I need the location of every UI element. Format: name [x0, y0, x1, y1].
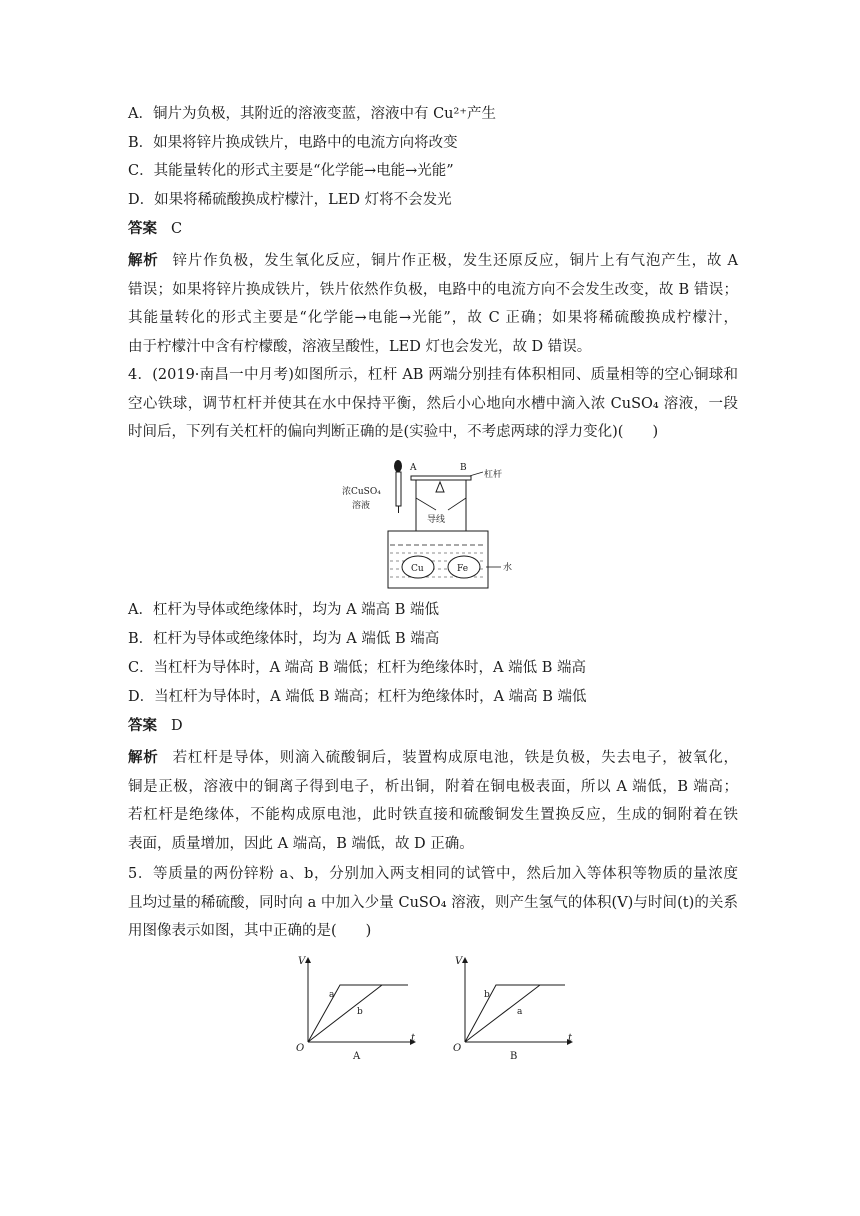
- y-axis-label: V: [298, 956, 306, 967]
- analysis-line: 表面，质量增加，因此 A 端高，B 端低，故 D 正确。: [128, 835, 474, 852]
- stem-line: 且均过量的稀硫酸，同时向 a 中加入少量 CuSO₄ 溶液，则产生氢气的体积(V)与时间(t)的关系: [128, 894, 738, 911]
- stem-line: 5．等质量的两份锌粉 a、b，分别加入两支相同的试管中，然后加入等体积等物质的量浓度: [128, 866, 738, 882]
- q4-option-c: C．当杠杆为导体时，A 端高 B 端低；杠杆为绝缘体时，A 端低 B 端高: [128, 660, 587, 676]
- label-a: A: [410, 463, 417, 473]
- line-shallow: [308, 985, 382, 1042]
- q3-option-d: D．如果将稀硫酸换成柠檬汁，LED 灯将不会发光: [128, 192, 452, 208]
- y-axis-label: V: [455, 956, 463, 967]
- q4-stem: [128, 361, 738, 447]
- q3-option-b: B．如果将锌片换成铁片，电路中的电流方向将改变: [128, 135, 458, 151]
- analysis-line: 解析 锌片作负极，发生氧化反应，铜片作正极，发生还原反应，铜片上有气泡产生，故 A: [128, 252, 739, 269]
- water-label: 水: [503, 563, 513, 573]
- pivot-icon: [436, 482, 444, 492]
- steep-label: b: [484, 990, 490, 1000]
- analysis-line: 其能量转化的形式主要是“化学能→电能→光能”，故 C 正确；如果将稀硫酸换成柠檬汁，: [128, 310, 738, 326]
- lever-label: 杠杆: [484, 470, 503, 480]
- analysis-line: 解析 若杠杆是导体，则滴入硫酸铜后，装置构成原电池，铁是负极，失去电子，被氧化，: [128, 749, 739, 766]
- label-b: B: [460, 463, 467, 473]
- origin-label: O: [296, 1043, 305, 1054]
- q3-answer: [128, 219, 182, 239]
- origin-label: O: [453, 1043, 462, 1054]
- q4-option-a: A．杠杆为导体或绝缘体时，均为 A 端高 B 端低: [128, 602, 440, 618]
- x-axis-label: t: [411, 1033, 416, 1044]
- answer-label: 答案: [128, 717, 157, 734]
- lever-bar: [411, 476, 471, 480]
- stem-line: 时间后，下列有关杠杆的偏向判断正确的是(实验中，不考虑两球的浮力变化)( ): [128, 424, 659, 440]
- wire-label: 导线: [427, 515, 446, 525]
- dropper-label-1: 浓CuSO₄: [342, 487, 381, 497]
- graph-a: [290, 950, 420, 1065]
- graph-b: [450, 950, 580, 1065]
- analysis-line: 铜是正极，溶液中的铜离子得到电子，析出铜，附着在铜电极表面，所以 A 端低，B 端高；: [128, 778, 738, 795]
- q4-analysis: [128, 744, 738, 858]
- steep-label: a: [329, 990, 335, 1000]
- analysis-line: 由于柠檬汁中含有柠檬酸，溶液呈酸性，LED 灯也会发光，故 D 错误。: [128, 338, 592, 355]
- shallow-label: a: [517, 1007, 523, 1017]
- analysis-label: 解析: [128, 252, 159, 269]
- dropper-label-2: 溶液: [352, 501, 371, 511]
- line-shallow: [465, 985, 540, 1042]
- lever-apparatus-figure: [330, 455, 530, 595]
- q4-option-b: B．杠杆为导体或绝缘体时，均为 A 端低 B 端高: [128, 631, 440, 647]
- graph-caption: A: [353, 1051, 361, 1062]
- analysis-line: 若杠杆是绝缘体，不能构成原电池，此时铁直接和硫酸铜发生置换反应，生成的铜附着在铁: [128, 807, 738, 823]
- q4-answer: [128, 716, 183, 736]
- dropper-icon: [394, 460, 402, 513]
- answer-label: 答案: [128, 220, 157, 237]
- analysis-line: 错误；如果将锌片换成铁片，铁片依然作负极，电路中的电流方向不会发生改变，故 B 错误；: [128, 281, 738, 298]
- analysis-label: 解析: [128, 749, 159, 766]
- stem-line: 用图像表示如图，其中正确的是( ): [128, 923, 372, 939]
- cu-ball-label: Cu: [411, 564, 424, 574]
- q3-option-a: A．铜片为负极，其附近的溶液变蓝，溶液中有 Cu²⁺产生: [128, 106, 496, 122]
- answer-value: D: [171, 718, 183, 734]
- stem-line: 空心铁球，调节杠杆并使其在水中保持平衡，然后小心地向水槽中滴入浓 CuSO₄ 溶液，一段: [128, 395, 738, 412]
- graph-caption: B: [510, 1051, 518, 1062]
- stem-line: 4．(2019·南昌一中月考)如图所示，杠杆 AB 两端分别挂有体积相同、质量相等的空心铜球和: [128, 367, 738, 383]
- line-steep: [465, 985, 565, 1042]
- q3-option-c: C．其能量转化的形式主要是“化学能→电能→光能”: [128, 163, 454, 179]
- q5-stem: [128, 860, 738, 946]
- fe-ball-label: Fe: [457, 564, 469, 574]
- answer-value: C: [171, 221, 183, 237]
- q3-analysis: [128, 247, 738, 361]
- shallow-label: b: [357, 1007, 363, 1017]
- x-axis-label: t: [568, 1033, 573, 1044]
- q4-option-d: D．当杠杆为导体时，A 端低 B 端高；杠杆为绝缘体时，A 端高 B 端低: [128, 689, 587, 705]
